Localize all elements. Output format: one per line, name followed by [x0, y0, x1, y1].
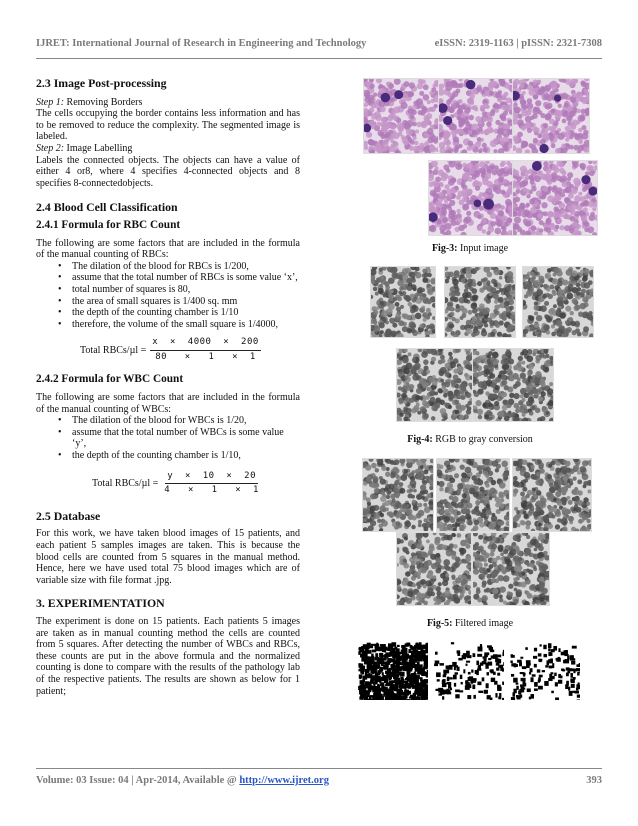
- input-image-1: [363, 78, 441, 154]
- gray-image-3: [522, 266, 594, 338]
- fig4-caption: [336, 434, 604, 445]
- wbc-factor-list: [36, 415, 300, 461]
- step2-text: Labels the connected objects. The objects can have a value of either 4 or8, where 4 specifies 4-connected objects and 8 specifies 8-connectedobjects.: [36, 154, 300, 189]
- list-item: • the depth of the counting chamber is 1/10: [36, 307, 300, 319]
- gray-image-5: [472, 348, 554, 422]
- list-item: • therefore, the volume of the small square is 1/4000,: [36, 319, 300, 331]
- footer-rule: [36, 768, 602, 769]
- step1-label: Step 1:: [36, 96, 65, 108]
- rbc-formula-label: Total RBCs/µl =: [80, 344, 147, 356]
- rbc-formula-fraction: [150, 337, 261, 363]
- fig5-caption: [336, 618, 604, 629]
- database-text: For this work, we have taken blood images of 15 patients, and each patient 5 samples images are taken. This is because the blood cells are counted from 5 squares in the manual method. Hence, here we have used total 75 blood images which are of variable size with file format .jpg.: [36, 528, 300, 586]
- fig3-caption-text: Input image: [457, 243, 509, 254]
- rbc-formula: [36, 337, 300, 363]
- wbc-formula-label: Total RBCs/µl =: [92, 477, 159, 489]
- footer-volume-text: Volume: 03 Issue: 04 | Apr-2014, Available @: [36, 775, 240, 786]
- filtered-image-1: [362, 458, 434, 532]
- running-header: [36, 38, 602, 49]
- list-item: • the area of small squares is 1/400 sq. mm: [36, 296, 300, 308]
- input-image-3: [512, 78, 590, 154]
- step1-text: The cells occupying the border contains less information and has to be removed to reduce the complexity. The segmented image is labeled.: [36, 108, 300, 143]
- rbc-intro: The following are some factors that are included in the formula of the manual counting of RBCs:: [36, 237, 300, 261]
- filtered-image-2: [436, 458, 510, 532]
- left-column: [36, 78, 300, 697]
- fig3-label: Fig-3:: [431, 243, 458, 254]
- input-image-5: [512, 160, 598, 236]
- running-footer: [36, 775, 602, 786]
- fig4-label: Fig-4:: [407, 434, 433, 445]
- step2-label: Step 2:: [36, 142, 65, 154]
- list-item: • assume that the total number of RBCs is some value ‘x’,: [36, 272, 300, 284]
- wbc-formula-denominator: 4 × 1 × 1: [164, 485, 259, 496]
- section-2-4-title: 2.4 Blood Cell Classification: [36, 200, 178, 215]
- fig3-caption: [336, 243, 604, 254]
- wbc-intro: The following are some factors that are included in the formula of the manual counting of WBCs:: [36, 392, 300, 415]
- footer-volume-info: [36, 775, 329, 786]
- journal-link[interactable]: http://www.ijret.org: [239, 775, 329, 786]
- rbc-formula-denominator: 80 × 1 × 1: [155, 351, 256, 362]
- journal-name: IJRET: International Journal of Research in Engineering and Technology: [36, 38, 367, 49]
- list-item: • The dilation of the blood for WBCs is 1/20,: [36, 415, 300, 427]
- step2-line: [36, 143, 300, 155]
- gray-image-2: [444, 266, 516, 338]
- input-image-2: [438, 78, 516, 154]
- list-item: • The dilation of the blood for RBCs is 1/200,: [36, 261, 300, 273]
- gray-image-4: [396, 348, 474, 422]
- gray-image-1: [370, 266, 436, 338]
- section-2-3-title: 2.3 Image Post-processing: [36, 76, 167, 90]
- fig5-label: Fig-5:: [426, 618, 453, 629]
- binary-image-3: [510, 642, 580, 700]
- binary-image-1: [358, 642, 428, 700]
- rbc-formula-numerator: x × 4000 × 200: [150, 337, 261, 351]
- filtered-image-3: [512, 458, 592, 532]
- experimentation-text: The experiment is done on 15 patients. Each patients 5 images are taken as in manual counting method the cells are counted from 5 squares. After detecting the number of WBCs and RBCs, these counts are put in the above formula and the normalized counting is done to compare with the results of the pathology lab of the respective patients. The results are shown as below for 1 patient;: [36, 615, 300, 697]
- issn: eISSN: 2319-1163 | pISSN: 2321-7308: [434, 38, 602, 49]
- section-3-title: 3. EXPERIMENTATION: [36, 596, 165, 611]
- input-image-4: [428, 160, 516, 236]
- list-item: • the depth of the counting chamber is 1/10,: [36, 450, 300, 462]
- wbc-formula-fraction: [162, 471, 261, 497]
- step1-title: Removing Borders: [64, 96, 143, 108]
- list-item: • total number of squares is 80,: [36, 284, 300, 296]
- header-rule: [36, 58, 602, 59]
- filtered-image-5: [472, 532, 550, 606]
- wbc-formula-numerator: y × 10 × 20: [165, 471, 258, 485]
- wbc-formula: [36, 471, 300, 497]
- page-number: 393: [586, 775, 602, 786]
- filtered-image-4: [396, 532, 472, 606]
- list-item: • assume that the total number of WBCs is some value ‘y’,: [36, 427, 300, 450]
- step2-title: Image Labelling: [64, 142, 133, 154]
- fig5-caption-text: Filtered image: [452, 618, 514, 629]
- rbc-factor-list: [36, 261, 300, 331]
- step1-line: [36, 97, 300, 109]
- binary-image-2: [434, 642, 504, 700]
- section-2-5-title: 2.5 Database: [36, 508, 101, 523]
- section-2-4-1-title: 2.4.1 Formula for RBC Count: [36, 218, 181, 231]
- section-2-4-2-title: 2.4.2 Formula for WBC Count: [36, 373, 184, 386]
- fig4-caption-text: RGB to gray conversion: [432, 434, 533, 445]
